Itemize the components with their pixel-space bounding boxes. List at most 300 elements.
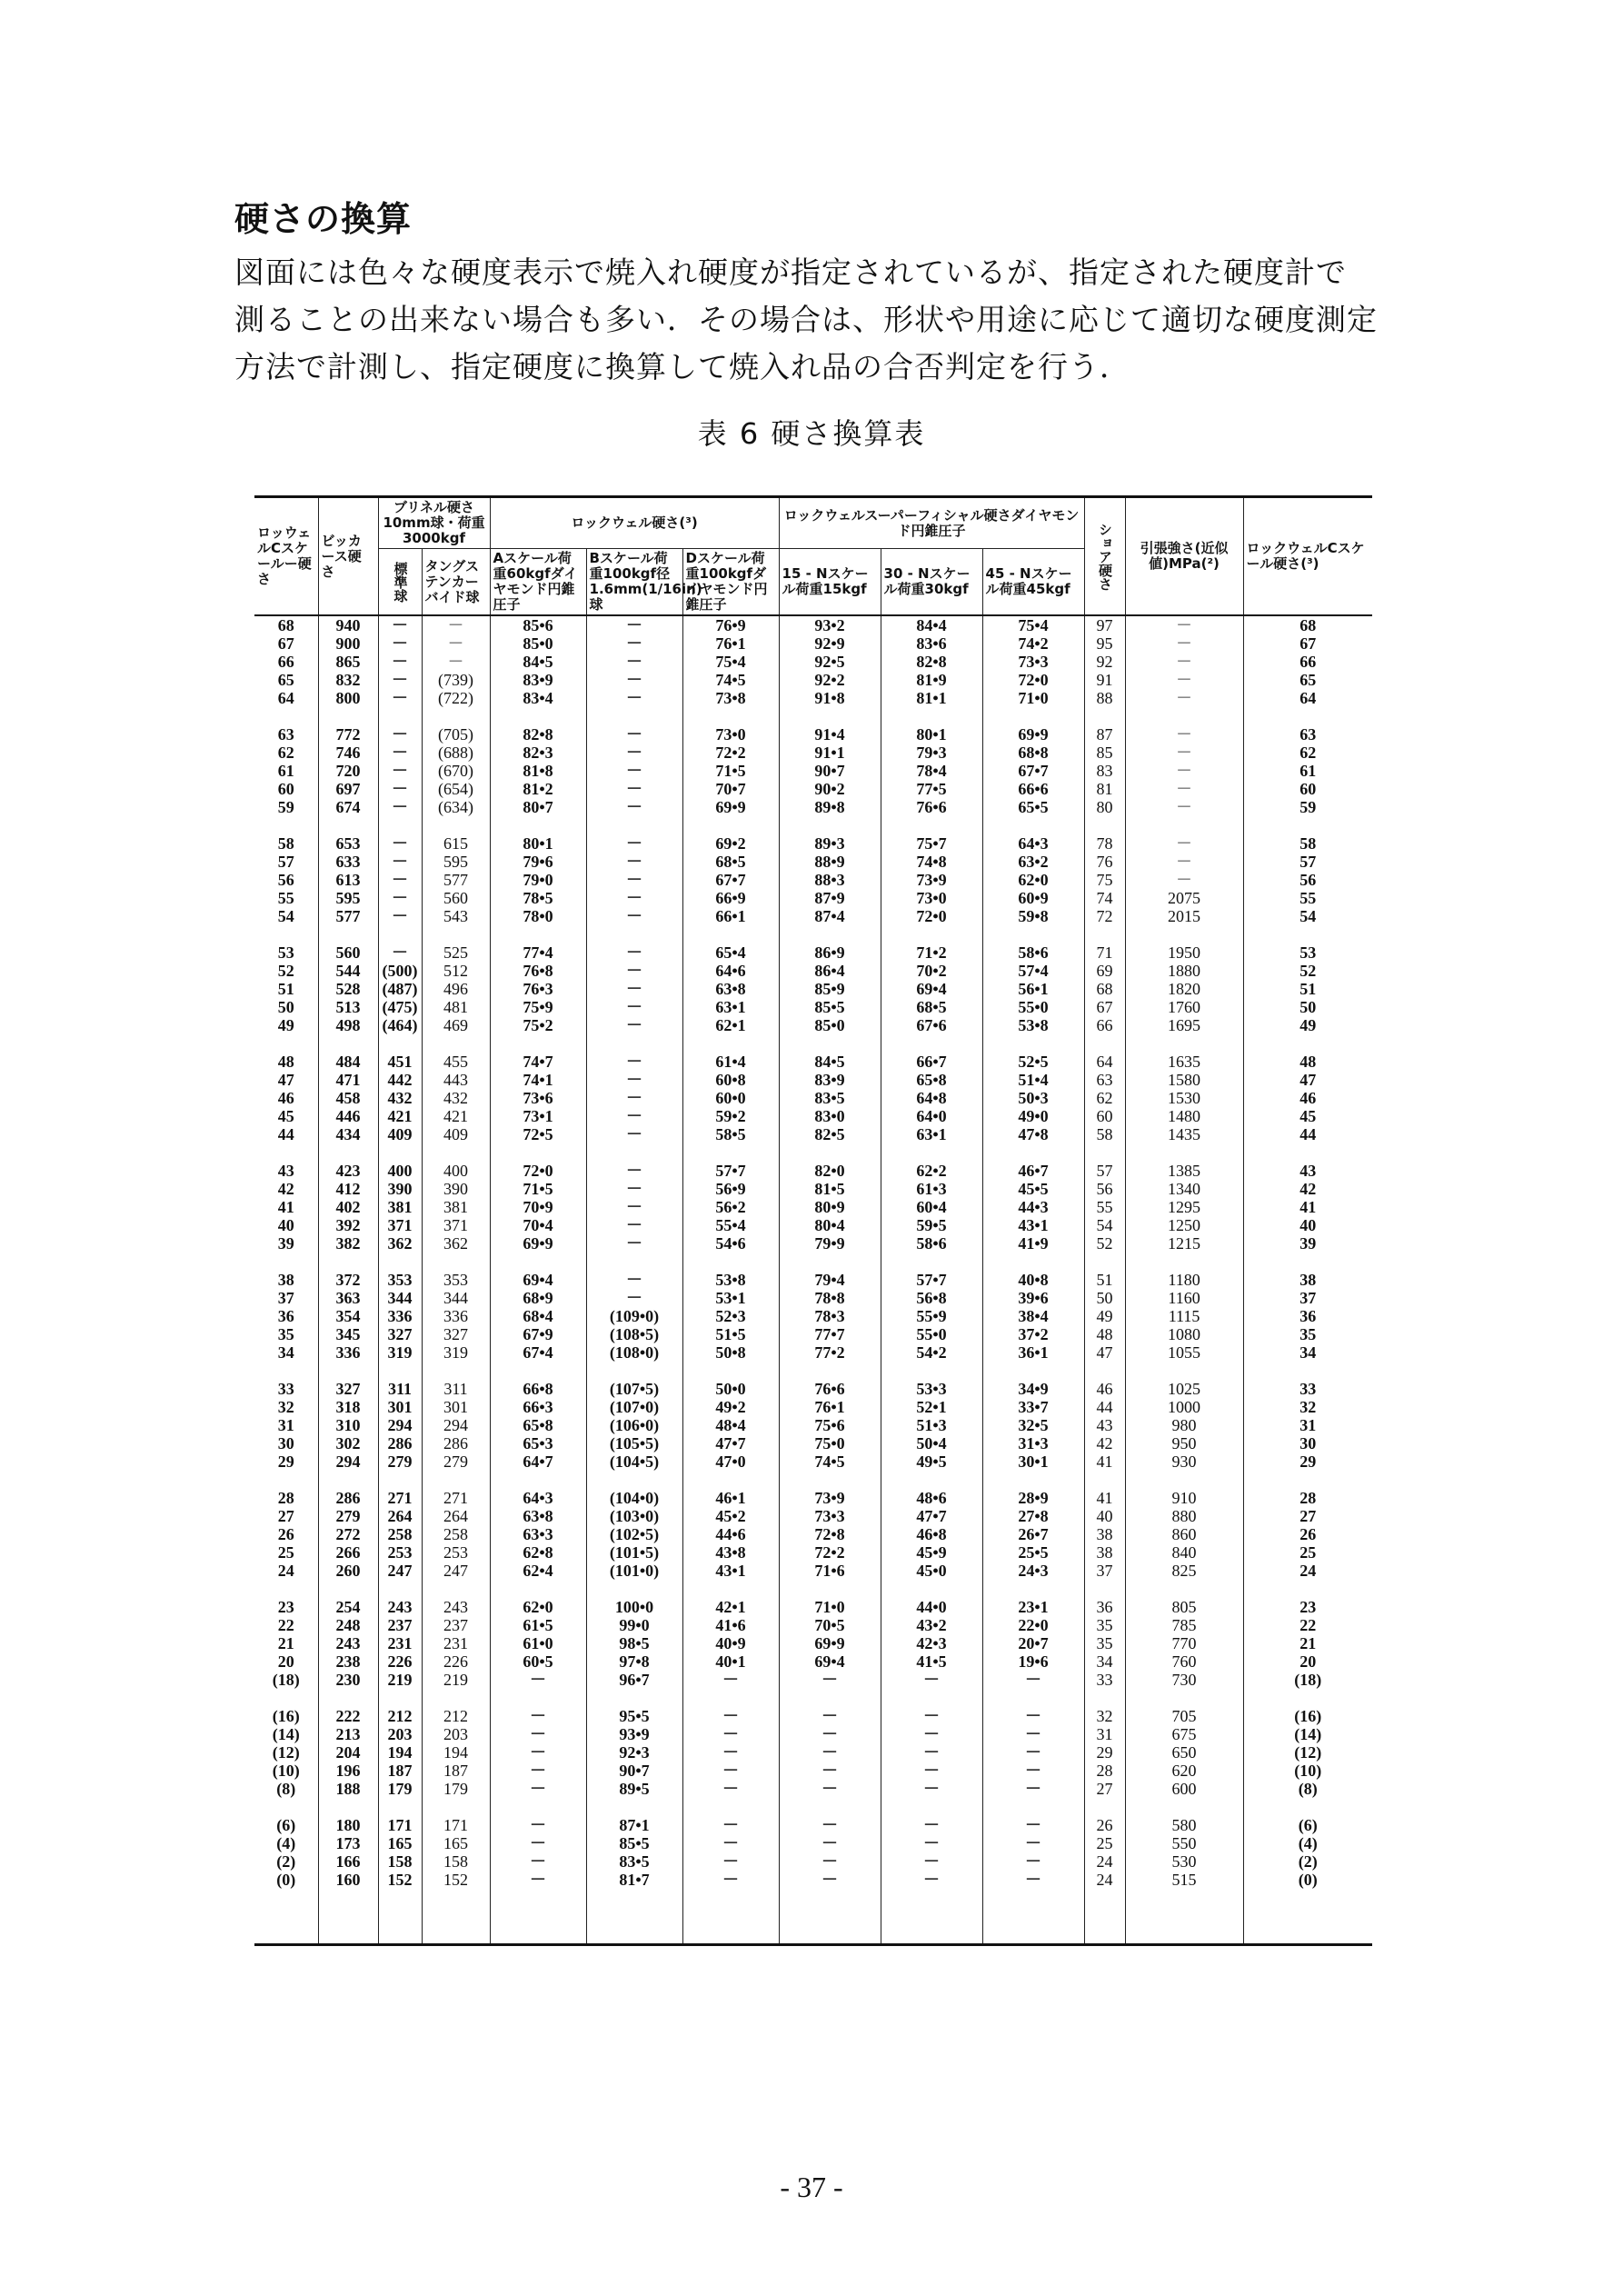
table-cell: 98•5 — [586, 1634, 682, 1652]
table-row — [254, 1307, 1372, 1325]
page-heading: 硬さの換算 — [234, 199, 413, 239]
table-cell: 64•7 — [490, 1452, 586, 1471]
table-cell: 65•5 — [982, 798, 1084, 816]
table-cell: 187 — [422, 1762, 490, 1780]
table-cell: － — [586, 1198, 682, 1216]
table-cell: 76•1 — [682, 634, 779, 653]
table-cell: 24 — [254, 1562, 318, 1580]
table-cell: (109•0) — [586, 1307, 682, 1325]
spacer-cell — [586, 816, 682, 834]
table-cell: 30 — [254, 1434, 318, 1452]
table-cell: 230 — [318, 1671, 378, 1689]
spacer-cell — [586, 1143, 682, 1162]
table-cell: 832 — [318, 671, 378, 689]
spacer-cell — [378, 816, 422, 834]
table-cell: 675 — [1125, 1725, 1243, 1743]
table-cell: － — [586, 634, 682, 653]
table-cell: 28 — [1084, 1762, 1125, 1780]
table-cell: 66•7 — [881, 1053, 982, 1071]
table-cell: 344 — [422, 1289, 490, 1307]
table-cell: 247 — [378, 1562, 422, 1580]
table-row — [254, 1380, 1372, 1398]
table-cell: 23 — [1299, 1598, 1317, 1616]
spacer-cell — [982, 1362, 1084, 1380]
table-cell: 311 — [378, 1380, 422, 1398]
table-row — [254, 1543, 1372, 1562]
table-cell: 55 — [254, 889, 318, 907]
table-cell: － — [586, 1180, 682, 1198]
table-cell: 57•7 — [682, 1162, 779, 1180]
table-cell: 66 — [1299, 653, 1317, 671]
table-cell: 336 — [378, 1307, 422, 1325]
table-cell: 25•5 — [982, 1543, 1084, 1562]
header-rockwell-b: Bスケール荷重100kgf径1.6mm(1/16in)球 — [586, 549, 682, 616]
header-vickers: ビッカース硬さ — [318, 497, 378, 616]
spacer-cell — [422, 1253, 490, 1271]
table-cell: 31•3 — [982, 1434, 1084, 1452]
table-cell: 253 — [378, 1543, 422, 1562]
table-row — [254, 943, 1372, 962]
table-cell: 59 — [254, 798, 318, 816]
table-cell: － — [490, 1871, 586, 1889]
spacer-cell — [422, 1034, 490, 1053]
table-cell: 800 — [318, 689, 378, 707]
table-cell: 85•5 — [779, 998, 881, 1016]
table-cell: 1340 — [1125, 1180, 1243, 1198]
table-row — [254, 1507, 1372, 1525]
spacer-cell — [682, 1580, 779, 1598]
table-cell: 515 — [1125, 1871, 1243, 1889]
table-row — [254, 1780, 1372, 1798]
header-brinell-tungsten: タングステンカーバイド球 — [422, 549, 490, 616]
table-cell: 52•3 — [682, 1307, 779, 1325]
table-cell: 96•7 — [586, 1671, 682, 1689]
table-cell: － — [881, 1871, 982, 1889]
table-cell: 74•2 — [982, 634, 1084, 653]
table-cell: 1215 — [1125, 1234, 1243, 1253]
table-cell: － — [881, 1762, 982, 1780]
table-cell: － — [586, 653, 682, 671]
table-cell: 64•3 — [490, 1489, 586, 1507]
table-row — [254, 962, 1372, 980]
table-cell: (10) — [1294, 1762, 1322, 1780]
table-cell: 48•4 — [682, 1416, 779, 1434]
spacer-cell — [779, 1143, 881, 1162]
table-cell: 271 — [378, 1489, 422, 1507]
table-cell: 865 — [318, 653, 378, 671]
table-cell: 81•7 — [586, 1871, 682, 1889]
table-cell: 512 — [422, 962, 490, 980]
table-cell: 63•1 — [682, 998, 779, 1016]
spacer-cell — [422, 1580, 490, 1598]
table-cell: 47•8 — [982, 1125, 1084, 1143]
table-cell: 85•6 — [490, 615, 586, 634]
table-cell: 62•1 — [682, 1016, 779, 1034]
table-cell: － — [490, 1762, 586, 1780]
spacer-cell — [682, 1689, 779, 1707]
table-cell: 577 — [422, 871, 490, 889]
table-cell: 66•8 — [490, 1380, 586, 1398]
table-cell: 70•2 — [881, 962, 982, 980]
table-cell: 27 — [254, 1507, 318, 1525]
table-cell: 279 — [422, 1452, 490, 1471]
table-cell: 58 — [1299, 834, 1317, 853]
table-cell: 231 — [422, 1634, 490, 1652]
table-cell: 158 — [378, 1852, 422, 1871]
spacer-cell — [490, 1689, 586, 1707]
spacer-cell — [490, 925, 586, 943]
table-cell: 78•0 — [490, 907, 586, 925]
table-cell: － — [682, 1671, 779, 1689]
table-cell: 20 — [1299, 1652, 1317, 1671]
table-cell: 70•9 — [490, 1198, 586, 1216]
table-cell: 35 — [1084, 1616, 1125, 1634]
table-cell: － — [682, 1852, 779, 1871]
table-cell: 57 — [1299, 853, 1317, 871]
table-cell: 451 — [378, 1053, 422, 1071]
table-cell: － — [586, 1125, 682, 1143]
table-cell: 56•9 — [682, 1180, 779, 1198]
table-cell: － — [982, 1780, 1084, 1798]
spacer-cell — [1243, 925, 1372, 943]
hardness-conversion-table-wrapper — [254, 495, 1372, 1946]
table-cell: 58•6 — [982, 943, 1084, 962]
table-cell: 1295 — [1125, 1198, 1243, 1216]
table-cell: 381 — [422, 1198, 490, 1216]
table-cell: 39 — [1299, 1234, 1317, 1253]
table-cell: 55 — [1084, 1198, 1125, 1216]
table-row — [254, 1107, 1372, 1125]
table-cell: － — [586, 834, 682, 853]
table-cell: 85•0 — [779, 1016, 881, 1034]
table-cell: 91•1 — [779, 744, 881, 762]
spacer-cell — [881, 1798, 982, 1816]
table-cell: 73•0 — [682, 725, 779, 744]
spacer-cell — [779, 1471, 881, 1489]
table-cell: 40 — [1084, 1507, 1125, 1525]
table-cell: 42 — [254, 1180, 318, 1198]
spacer-cell — [982, 925, 1084, 943]
table-cell: － — [490, 1780, 586, 1798]
group-spacer — [254, 816, 1372, 834]
table-cell: 600 — [1125, 1780, 1243, 1798]
table-cell: － — [378, 689, 422, 707]
table-cell: 560 — [318, 943, 378, 962]
table-cell: － — [378, 853, 422, 871]
table-cell: (739) — [422, 671, 490, 689]
table-cell: (8) — [254, 1780, 318, 1798]
table-row — [254, 1489, 1372, 1507]
table-cell: 22 — [1299, 1616, 1317, 1634]
table-cell: (6) — [254, 1816, 318, 1834]
table-cell: 92 — [1084, 653, 1125, 671]
table-cell: 76•3 — [490, 980, 586, 998]
table-cell: 62 — [1299, 744, 1317, 762]
table-cell: (108•5) — [586, 1325, 682, 1343]
table-cell: 65•4 — [682, 943, 779, 962]
spacer-cell — [378, 1689, 422, 1707]
table-cell: 77•7 — [779, 1325, 881, 1343]
table-cell: 73•9 — [881, 871, 982, 889]
table-cell: 166 — [318, 1852, 378, 1871]
table-cell: 86•4 — [779, 962, 881, 980]
group-spacer — [254, 1798, 1372, 1816]
table-cell: (2) — [1298, 1852, 1318, 1871]
table-cell: 54 — [1084, 1216, 1125, 1234]
table-cell: 20•7 — [982, 1634, 1084, 1652]
table-cell: 72•2 — [779, 1543, 881, 1562]
table-cell: 219 — [378, 1671, 422, 1689]
table-cell: 238 — [318, 1652, 378, 1671]
table-cell: 33 — [1299, 1380, 1317, 1398]
table-cell: － — [586, 725, 682, 744]
table-cell: 62•0 — [490, 1598, 586, 1616]
table-cell: (107•5) — [586, 1380, 682, 1398]
table-cell: 38 — [254, 1271, 318, 1289]
table-row — [254, 853, 1372, 871]
spacer-cell — [1125, 925, 1243, 943]
table-cell: 301 — [378, 1398, 422, 1416]
table-cell: 30•1 — [982, 1452, 1084, 1471]
table-cell: 760 — [1125, 1652, 1243, 1671]
table-cell: 62 — [254, 744, 318, 762]
table-cell: 82•8 — [881, 653, 982, 671]
table-cell: 70•4 — [490, 1216, 586, 1234]
table-cell: 45•9 — [881, 1543, 982, 1562]
spacer-cell — [490, 707, 586, 725]
spacer-cell — [682, 925, 779, 943]
table-cell: 248 — [318, 1616, 378, 1634]
spacer-cell — [1125, 707, 1243, 725]
spacer-cell — [586, 925, 682, 943]
table-cell: 840 — [1125, 1543, 1243, 1562]
table-cell: (101•0) — [586, 1562, 682, 1580]
table-cell: 45•5 — [982, 1180, 1084, 1198]
table-cell: 88•9 — [779, 853, 881, 871]
table-cell: 68 — [1299, 616, 1317, 634]
spacer-cell — [1243, 707, 1372, 725]
table-cell: (4) — [1298, 1834, 1318, 1852]
spacer-cell — [586, 1471, 682, 1489]
table-cell: 56•8 — [881, 1289, 982, 1307]
table-cell: 69•9 — [682, 798, 779, 816]
table-cell: － — [422, 634, 490, 653]
table-cell: 33•7 — [982, 1398, 1084, 1416]
table-cell: 43•2 — [881, 1616, 982, 1634]
table-cell: 40•1 — [682, 1652, 779, 1671]
spacer-cell — [490, 1143, 586, 1162]
table-cell: 327 — [318, 1380, 378, 1398]
spacer-cell — [378, 1889, 422, 1945]
spacer-cell — [586, 1889, 682, 1945]
table-cell: 165 — [378, 1834, 422, 1852]
table-cell: 203 — [378, 1725, 422, 1743]
table-cell: 85 — [1084, 744, 1125, 762]
table-cell: 301 — [422, 1398, 490, 1416]
table-cell: － — [682, 1743, 779, 1762]
table-cell: (108•0) — [586, 1343, 682, 1362]
table-cell: 513 — [318, 998, 378, 1016]
table-cell: 550 — [1125, 1834, 1243, 1852]
table-cell: 1820 — [1125, 980, 1243, 998]
table-cell: － — [682, 1762, 779, 1780]
table-cell: 60•0 — [682, 1089, 779, 1107]
table-cell: 95•5 — [586, 1707, 682, 1725]
table-cell: 28 — [1299, 1489, 1317, 1507]
table-cell: 78 — [1084, 834, 1125, 853]
spacer-cell — [490, 1580, 586, 1598]
table-cell: 50•8 — [682, 1343, 779, 1362]
spacer-cell — [254, 1253, 318, 1271]
table-cell: 88 — [1084, 689, 1125, 707]
table-cell: 49•2 — [682, 1398, 779, 1416]
table-cell: 80•7 — [490, 798, 586, 816]
table-cell: 36 — [254, 1307, 318, 1325]
table-cell: 530 — [1125, 1852, 1243, 1871]
table-cell: － — [422, 653, 490, 671]
table-cell: 2015 — [1125, 907, 1243, 925]
table-cell: 53 — [254, 943, 318, 962]
table-cell: (2) — [254, 1852, 318, 1871]
table-cell: 880 — [1125, 1507, 1243, 1525]
table-cell: － — [1125, 744, 1243, 762]
table-cell: 36 — [1299, 1307, 1317, 1325]
table-cell: － — [586, 762, 682, 780]
table-row — [254, 1016, 1372, 1034]
table-cell: － — [586, 853, 682, 871]
spacer-cell — [1243, 1362, 1372, 1380]
table-cell: 99•0 — [586, 1616, 682, 1634]
group-spacer — [254, 707, 1372, 725]
table-cell: 653 — [318, 834, 378, 853]
table-cell: 226 — [422, 1652, 490, 1671]
body-line-1: 図面には色々な硬度表示で焼入れ硬度が指定されているが、指定された硬度計で — [234, 255, 1347, 290]
table-cell: 83•6 — [881, 634, 982, 653]
table-cell: 72•0 — [881, 907, 982, 925]
table-cell: 1055 — [1125, 1343, 1243, 1362]
table-cell: (634) — [422, 798, 490, 816]
table-cell: 58•6 — [881, 1234, 982, 1253]
table-cell: 194 — [378, 1743, 422, 1762]
table-cell: 47•7 — [881, 1507, 982, 1525]
table-cell: － — [779, 1780, 881, 1798]
table-cell: － — [586, 1089, 682, 1107]
table-cell: 266 — [318, 1543, 378, 1562]
table-cell: 40 — [1299, 1216, 1317, 1234]
table-cell: (102•5) — [586, 1525, 682, 1543]
table-cell: 173 — [318, 1834, 378, 1852]
table-cell: 71•2 — [881, 943, 982, 962]
table-cell: 57•4 — [982, 962, 1084, 980]
table-cell: 63 — [254, 725, 318, 744]
table-cell: 91 — [1084, 671, 1125, 689]
table-cell: 79•0 — [490, 871, 586, 889]
table-cell: 860 — [1125, 1525, 1243, 1543]
table-cell: 45 — [254, 1107, 318, 1125]
table-cell: 78•4 — [881, 762, 982, 780]
spacer-cell — [318, 707, 378, 725]
table-cell: － — [779, 1707, 881, 1725]
table-cell: 60 — [1299, 780, 1317, 798]
table-cell: 55•9 — [881, 1307, 982, 1325]
table-cell: 64 — [1299, 689, 1317, 707]
spacer-cell — [779, 707, 881, 725]
table-cell: 54 — [254, 907, 318, 925]
table-cell: 42 — [1084, 1434, 1125, 1452]
table-cell: － — [378, 744, 422, 762]
table-cell: － — [378, 943, 422, 962]
table-cell: 62 — [1084, 1089, 1125, 1107]
table-cell: 29 — [1299, 1452, 1317, 1471]
table-cell: 55•0 — [881, 1325, 982, 1343]
table-cell: 286 — [318, 1489, 378, 1507]
table-cell: 60•5 — [490, 1652, 586, 1671]
table-cell: 344 — [378, 1289, 422, 1307]
table-cell: － — [422, 615, 490, 634]
table-cell: 73•9 — [779, 1489, 881, 1507]
spacer-cell — [1084, 1889, 1125, 1945]
table-cell: 47 — [254, 1071, 318, 1089]
table-cell: 78•3 — [779, 1307, 881, 1325]
table-cell: 83 — [1084, 762, 1125, 780]
table-cell: 226 — [378, 1652, 422, 1671]
spacer-cell — [254, 1580, 318, 1598]
table-cell: 93•2 — [779, 615, 881, 634]
table-cell: 61•3 — [881, 1180, 982, 1198]
spacer-cell — [1084, 1362, 1125, 1380]
table-cell: 48•6 — [881, 1489, 982, 1507]
table-cell: － — [779, 1852, 881, 1871]
table-row — [254, 1216, 1372, 1234]
spacer-cell — [490, 1889, 586, 1945]
table-cell: 65 — [254, 671, 318, 689]
table-cell: 35 — [1084, 1634, 1125, 1652]
spacer-cell — [586, 1689, 682, 1707]
table-cell: 51 — [1084, 1271, 1125, 1289]
table-cell: 29 — [254, 1452, 318, 1471]
table-row — [254, 1125, 1372, 1143]
table-cell: 48 — [1084, 1325, 1125, 1343]
table-cell: 311 — [422, 1380, 490, 1398]
spacer-cell — [318, 1471, 378, 1489]
table-cell: 51•4 — [982, 1071, 1084, 1089]
spacer-cell — [982, 1471, 1084, 1489]
table-row — [254, 1162, 1372, 1180]
table-cell: 50•4 — [881, 1434, 982, 1452]
group-spacer — [254, 1143, 1372, 1162]
table-cell: 66 — [1084, 1016, 1125, 1034]
table-cell: 19•6 — [982, 1652, 1084, 1671]
spacer-cell — [1243, 1798, 1372, 1816]
table-cell: 254 — [318, 1598, 378, 1616]
table-cell: 32•5 — [982, 1416, 1084, 1434]
table-cell: － — [982, 1743, 1084, 1762]
spacer-cell — [1084, 707, 1125, 725]
table-row — [254, 1707, 1372, 1725]
table-cell: 67•7 — [682, 871, 779, 889]
table-cell: 81•8 — [490, 762, 586, 780]
table-cell: 32 — [254, 1398, 318, 1416]
table-cell: 75•7 — [881, 834, 982, 853]
table-row — [254, 1762, 1372, 1780]
table-cell: 24 — [1084, 1871, 1125, 1889]
table-cell: 46 — [1084, 1380, 1125, 1398]
table-cell: 37 — [1084, 1562, 1125, 1580]
table-cell: 595 — [422, 853, 490, 871]
table-cell: 432 — [422, 1089, 490, 1107]
spacer-cell — [1084, 1580, 1125, 1598]
table-cell: 41•5 — [881, 1652, 982, 1671]
